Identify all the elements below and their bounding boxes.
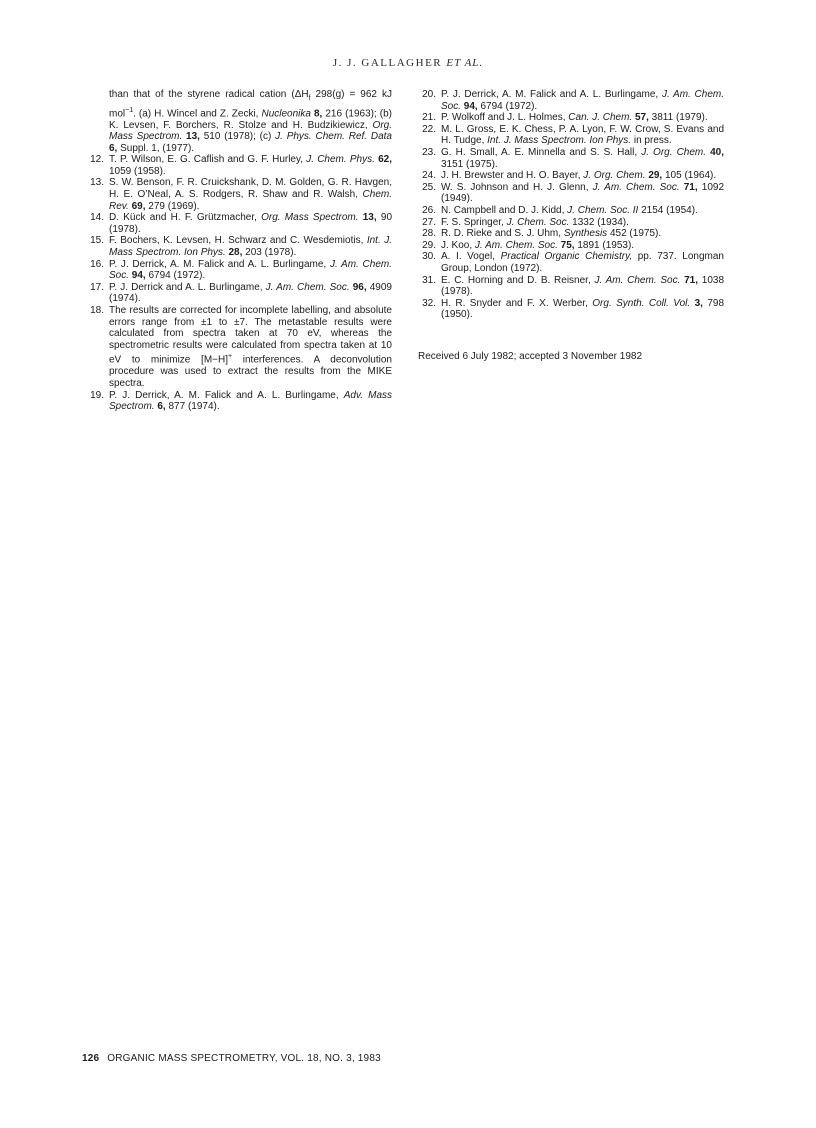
reference-text-run: than that of the styrene radical cation (ΔH	[109, 89, 309, 100]
reference-text-run: 75,	[560, 239, 575, 251]
reference-text-run: The results are corrected for incomplete labelling, and absolute errors range from ±1 to ±7. The metastable results were calculated from spectra taken at 70 eV, whereas the spectrometric results were calculated from spectra taken at 10 eV to minimize [M−H]	[109, 305, 392, 366]
reference-text-run: Adv. Mass Spectrom.	[109, 389, 393, 413]
reference-number: 28.	[422, 228, 436, 240]
reference-text-run: J. Chem. Phys.	[306, 154, 375, 166]
reference-text-run: 105 (1964).	[662, 170, 717, 182]
reference-number: 13.	[90, 177, 104, 189]
reference-text-run: 1332 (1934).	[569, 216, 629, 228]
reference-text-run: J. Chem. Soc.	[506, 216, 570, 228]
reference-text-run: 40,	[710, 146, 725, 158]
reference-number: 15.	[90, 235, 104, 247]
reference-text-run: T. P. Wilson, E. G. Caflish and G. F. Hurley,	[109, 154, 307, 166]
reference-item	[86, 390, 392, 413]
reference-text-run: −1	[125, 106, 134, 114]
reference-text-run: Chem. Rev.	[109, 189, 392, 212]
reference-number: 25.	[422, 181, 436, 193]
reference-text-run: 1891 (1953).	[574, 239, 635, 251]
reference-number: 17.	[90, 281, 104, 293]
reference-text-run: F. Bochers, K. Levsen, H. Schwarz and C. Wesdemiotis,	[109, 235, 367, 247]
reference-text-run: 452 (1975).	[607, 228, 662, 240]
reference-text-run: interferences. A deconvolution procedure was used to extract the results from the MIKE spectra.	[109, 354, 392, 389]
reference-item	[86, 177, 392, 212]
reference-text-run: P. J. Derrick, A. M. Falick and A. L. Burlingame,	[441, 89, 662, 100]
right-column	[418, 89, 724, 362]
reference-item	[418, 170, 724, 182]
reference-text-run: 94,	[131, 270, 146, 282]
reference-number: 29.	[422, 239, 436, 251]
reference-text-run: S. W. Benson, F. R. Cruickshank, D. M. Golden, G. R. Havgen, H. E. O’Neal, A. S. Rodgers, R. Shaw and R. Walsh,	[109, 177, 392, 201]
reference-text-run: 279 (1969).	[145, 200, 200, 212]
reference-item	[418, 228, 724, 240]
reference-number: 32.	[422, 297, 436, 309]
reference-number: 20.	[422, 89, 436, 100]
reference-text-run: . (a) H. Wincel and Z. Zecki,	[133, 107, 262, 119]
reference-number: 23.	[422, 146, 436, 158]
journal-citation: ORGANIC MASS SPECTROMETRY, VOL. 18, NO. 3, 1983	[107, 1053, 381, 1064]
reference-text-run: D. Kück and H. F. Grützmacher,	[109, 212, 262, 224]
received-date: Received 6 July 1982; accepted 3 November 1982	[418, 350, 643, 362]
reference-text-run: H. R. Snyder and F. X. Werber,	[441, 297, 593, 309]
reference-item	[86, 235, 392, 258]
reference-text-run: J. Org. Chem.	[583, 170, 646, 182]
reference-text-run: 798 (1950).	[441, 297, 725, 321]
reference-text-run: Int. J. Mass Spectrom. Ion Phys.	[109, 235, 392, 259]
reference-text-run: J. Phys. Chem. Ref. Data	[275, 131, 392, 143]
reference-text-run: 877 (1974).	[165, 401, 220, 413]
reference-item	[418, 112, 724, 124]
reference-item	[418, 275, 724, 298]
reference-text-run: 71,	[683, 181, 698, 193]
reference-text-run: f	[308, 95, 311, 102]
reference-text-run: 216 (1963); (b) K. Levsen, F. Borchers, R. Stolze and H. Budzikiewicz,	[109, 107, 392, 131]
reference-text-run: 6,	[157, 401, 166, 413]
reference-text-run: 6,	[109, 142, 118, 154]
reference-item	[418, 217, 724, 229]
reference-text-run: 13,	[362, 212, 377, 224]
reference-text-run: J. H. Brewster and H. O. Bayer,	[441, 170, 584, 182]
reference-number: 16.	[90, 258, 104, 270]
reference-text-run: 13,	[186, 131, 200, 143]
reference-text-run: 8,	[314, 107, 323, 119]
left-reference-list	[86, 154, 392, 412]
reference-number: 22.	[422, 123, 436, 135]
reference-item	[418, 240, 724, 252]
reference-text-run: 1059 (1958).	[109, 165, 166, 177]
reference-text-run: Int. J. Mass Spectrom. Ion Phys.	[487, 135, 632, 147]
reference-text-run: Org. Mass Spectrom.	[109, 119, 392, 143]
reference-text-run: 62,	[378, 154, 392, 166]
reference-text-run: 28,	[228, 247, 243, 259]
running-head-et-al: ET AL.	[446, 57, 484, 69]
reference-item	[418, 182, 724, 205]
reference-text-run: Nucleonika	[261, 107, 311, 119]
reference-text-run: 90 (1978).	[109, 212, 393, 235]
reference-text-run: 6794 (1972).	[145, 270, 206, 282]
reference-number: 26.	[422, 204, 436, 216]
reference-item	[418, 147, 724, 170]
reference-number: 31.	[422, 274, 436, 286]
reference-item	[418, 124, 724, 147]
reference-text-run: E. C. Horning and D. B. Reisner,	[441, 274, 595, 286]
reference-text-run: 2154 (1954).	[638, 204, 698, 216]
left-column	[86, 89, 392, 413]
reference-text-run: Can. J. Chem.	[568, 112, 633, 124]
page-footer	[82, 1053, 381, 1064]
reference-text-run: Synthesis	[563, 228, 608, 240]
reference-text-run: 1038 (1978).	[441, 274, 725, 298]
reference-item	[86, 259, 392, 282]
reference-text-run: Suppl. 1, (1977).	[117, 142, 195, 154]
running-head-authors: J. J. GALLAGHER	[332, 57, 443, 69]
reference-text-run: 510 (1978); (c)	[199, 131, 276, 143]
page-number: 126	[82, 1053, 100, 1064]
reference-text-run: 6794 (1972).	[477, 100, 538, 112]
reference-text-run: Practical Organic Chemistry,	[500, 251, 633, 263]
reference-text-run: 57,	[635, 112, 649, 124]
reference-text-run: J. Am. Chem. Soc.	[109, 258, 393, 282]
reference-text-run: J. Org. Chem.	[641, 146, 707, 158]
reference-text-run: 4909 (1974).	[109, 281, 392, 305]
reference-text-run: J. Am. Chem. Soc.	[594, 274, 681, 286]
reference-text-run: F. S. Springer,	[441, 216, 507, 228]
reference-item	[418, 205, 724, 217]
reference-text-run: P. J. Derrick, A. M. Falick and A. L. Burlingame,	[109, 258, 330, 270]
reference-text-run: 1092 (1949).	[441, 181, 725, 205]
reference-number: 19.	[90, 389, 104, 401]
reference-text-run: 71,	[684, 274, 699, 286]
reference-text-run: 3,	[694, 297, 703, 309]
reference-number: 12.	[90, 154, 104, 166]
reference-number: 21.	[422, 112, 436, 124]
reference-text-run: J. Koo,	[441, 239, 475, 251]
reference-text-run: 3151 (1975).	[441, 158, 498, 170]
reference-item	[418, 298, 724, 321]
reference-text-run: 298(g) = 962 kJ mol	[109, 89, 392, 119]
reference-text-run: 94,	[463, 100, 478, 112]
reference-text-run: +	[228, 353, 233, 361]
reference-text-run: pp. 737. Longman Group, London (1972).	[441, 251, 724, 274]
reference-text-run: P. J. Derrick and A. L. Burlingame,	[109, 281, 266, 293]
reference-number: 18.	[90, 305, 104, 317]
reference-text-run: R. D. Rieke and S. J. Uhm,	[441, 228, 564, 240]
reference-text-run: M. L. Gross, E. K. Chess, P. A. Lyon, F. W. Crow, S. Evans and H. Tudge,	[441, 123, 724, 147]
reference-text-run: J. Am. Chem. Soc.	[592, 181, 680, 193]
reference-item	[86, 282, 392, 305]
reference-text-run: 69,	[131, 200, 146, 212]
reference-text-run: 3811 (1979).	[648, 112, 708, 124]
reference-text-run: 29,	[648, 170, 663, 182]
reference-text-run: P. J. Derrick, A. M. Falick and A. L. Burlingame,	[109, 389, 344, 401]
running-head	[0, 57, 816, 69]
reference-text-run: J. Am. Chem. Soc.	[265, 281, 350, 293]
reference-text-run: N. Campbell and D. J. Kidd,	[441, 204, 568, 216]
reference-item	[418, 251, 724, 274]
reference-text-run: J. Am. Chem. Soc.	[474, 239, 558, 251]
reference-text-run: Org. Synth. Coll. Vol.	[592, 297, 691, 309]
reference-continuation	[86, 89, 392, 154]
reference-text-run: A. I. Vogel,	[441, 251, 501, 263]
reference-text-run: in press.	[631, 135, 672, 147]
reference-text-run: G. H. Small, A. E. Minnella and S. S. Hall,	[441, 146, 642, 158]
reference-number: 24.	[422, 170, 436, 182]
reference-item	[86, 154, 392, 177]
reference-number: 27.	[422, 216, 436, 228]
reference-number: 30.	[422, 251, 436, 263]
right-reference-list	[418, 89, 724, 321]
reference-text-run: W. S. Johnson and H. J. Glenn,	[441, 181, 593, 193]
reference-text-run: 203 (1978).	[242, 247, 297, 259]
reference-item	[418, 89, 724, 112]
reference-item	[86, 212, 392, 235]
reference-item	[86, 305, 392, 389]
reference-text-run: P. Wolkoff and J. L. Holmes,	[441, 112, 569, 124]
reference-text-run: Org. Mass Spectrom.	[261, 212, 359, 224]
reference-text-run: J. Am. Chem. Soc.	[441, 89, 725, 112]
reference-number: 14.	[90, 212, 104, 224]
reference-text-run: J. Chem. Soc. II	[567, 204, 639, 216]
reference-text-run: 96,	[352, 281, 367, 293]
